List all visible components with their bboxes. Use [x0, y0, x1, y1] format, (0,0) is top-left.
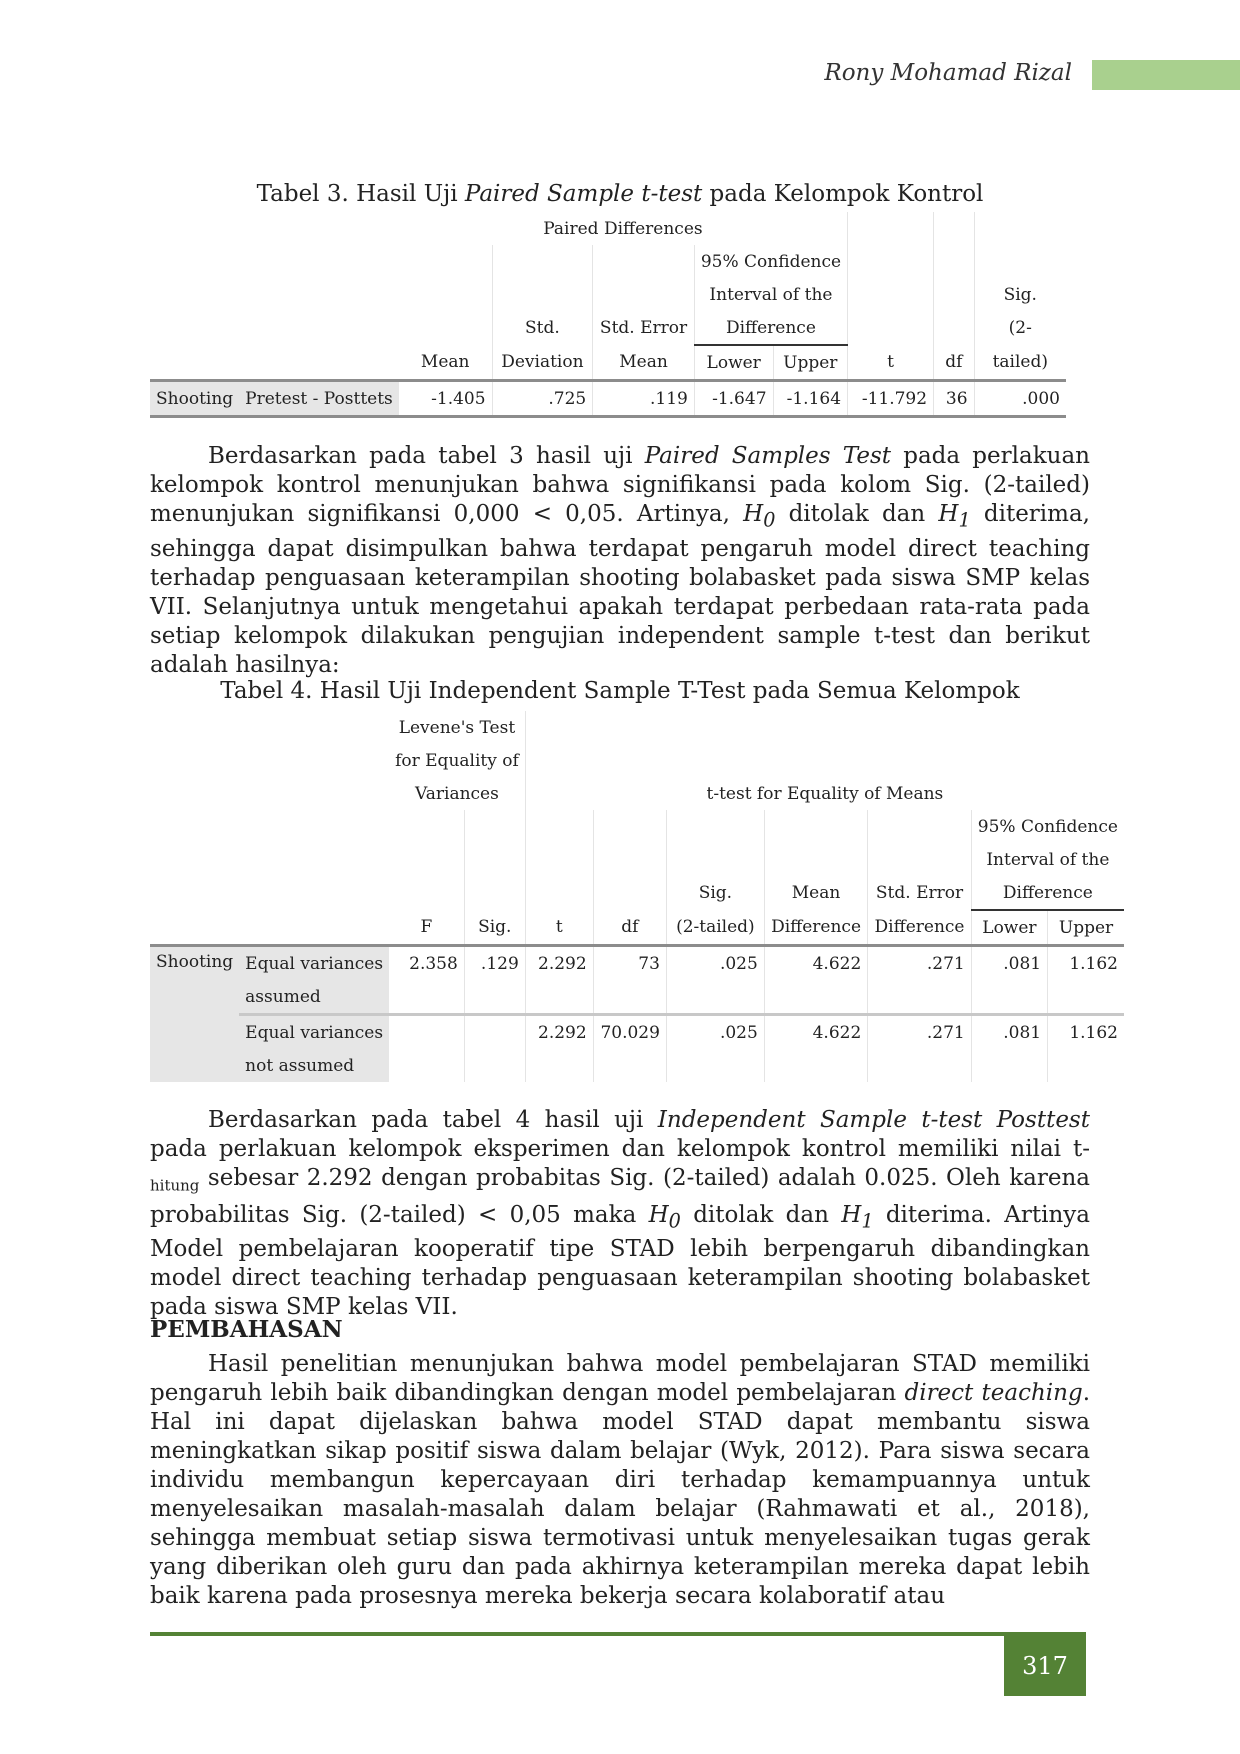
header-accent-bar [1092, 60, 1240, 90]
table3-group-header: Paired Differences [543, 218, 703, 239]
paragraph-1: Berdasarkan pada tabel 3 hasil uji Paired Samples Test pada perlakuan kelompok kontrol menunjukan bahwa signifikansi pada kolom Sig. (2-tailed) menunjukan signifikansi 0,000 < 0,05. Artinya, $H_0$ ditolak dan $H_1$ diterima, sehingga dapat disimpulkan bahwa terdapat pengaruh model direct teaching terhadap penguasaan keterampilan shooting bolabasket pada siswa SMP kelas VII. Selanjutnya untuk mengetahui apakah terdapat perbedaan rata-rata pada setiap kelompok dilakukan pengujian independent sample t-test dan berikut adalah hasilnya: [150, 443, 1090, 678]
paragraph-2: Berdasarkan pada tabel 4 hasil uji Independent Sample t-test Posttest pada perlakuan kelompok eksperimen dan kelompok kontrol memiliki nilai $t-_{hitung}$ sebesar 2.292 dengan probabitas Sig. (2-tailed) adalah 0.025. Oleh karena probabilitas Sig. (2-tailed) < 0,05 maka $H_0$ ditolak dan $H_1$ diterima. Artinya Model pembelajaran kooperatif tipe STAD lebih berpengaruh dibandingkan model direct teaching terhadap penguasaan keterampilan shooting bolabasket pada siswa SMP kelas VII. [150, 1107, 1090, 1321]
table4-ttest-header: t-test for Equality of Means [525, 777, 1124, 810]
page-number: 317 [1004, 1636, 1086, 1696]
table3-col-df: df [934, 345, 975, 381]
table4-col-upper: Upper [1048, 910, 1124, 946]
table4-col-mean-diff: Difference [764, 910, 867, 946]
table3-col-std-dev: Deviation [492, 345, 593, 381]
paragraph-3: Hasil penelitian menunjukan bahwa model pembelajaran STAD memiliki pengaruh lebih baik dibandingkan dengan model pembelajaran direct teaching. Hal ini dapat dijelaskan bahwa model STAD dapat membantu siswa meningkatkan sikap positif siswa dalam belajar (Wyk, 2012). Para siswa secara individu membangun kepercayaan diri terhadap kemampuannya untuk menyelesaikan masalah-masalah dalam belajar (Rahmawati et al., 2018), sehingga membuat setiap siswa termotivasi untuk menyelesaikan tugas gerak yang diberikan oleh guru dan pada akhirnya keterampilan mereka dapat lebih baik karena pada prosesnya mereka bekerja secara kolaboratif atau [150, 1351, 1090, 1609]
table4-levene-header: Levene's Test [398, 717, 516, 738]
table4-col-t: t [525, 910, 593, 946]
table3-col-lower: Lower [694, 345, 773, 381]
table4-col-sig: Sig. [464, 910, 525, 946]
footer-rule [150, 1632, 1086, 1636]
table3-col-t: t [848, 345, 934, 381]
table-row: Equal variances 2.292 70.029 .025 4.622 .271 .081 1.162 [150, 1015, 1124, 1050]
table3-col-mean: Mean [420, 352, 470, 372]
section-heading: PEMBAHASAN [150, 1316, 343, 1343]
table4-col-df: df [593, 910, 666, 946]
table4-col-f: F [420, 917, 433, 937]
header-author: Rony Mohamad Rizal [824, 60, 1072, 86]
table4-col-lower: Lower [971, 910, 1047, 946]
table4-caption: Tabel 4. Hasil Uji Independent Sample T-Test pada Semua Kelompok [220, 678, 1020, 704]
table4-col-sig2: (2-tailed) [666, 910, 764, 946]
table3-col-sig: tailed) [974, 345, 1066, 381]
table3-col-std-err: Mean [593, 345, 695, 381]
table3-caption: Tabel 3. Hasil Uji Paired Sample t-test pada Kelompok Kontrol [256, 181, 984, 207]
table-row: Shooting Equal variances 2.358 .129 2.292 73 .025 4.622 .271 .081 1.162 [150, 946, 1124, 981]
table-row: Shooting Pretest - Posttets -1.405 .725 .119 -1.647 -1.164 -11.792 36 .000 [150, 381, 1066, 417]
table4-col-std-err: Difference [868, 910, 971, 946]
table3: Paired Differences 95% Confidence Interval of the Sig. Std. Std. Error Difference (2- Mean Deviation Mean Lower Upper t df tailed) Shooting Pretest - Posttets -1.405 .725 .119 -1.647 -1.164 -11.792 36 .000 [150, 212, 1066, 418]
table3-col-upper: Upper [773, 345, 848, 381]
table4: Levene's Test for Equality of Variances t-test for Equality of Means 95% Confidence Interval of the Sig. Mean Std. Error Difference F Sig. t df (2-tailed) Difference Difference Lower Upper Shooting Equal variances 2.358 .129 2.292 73 .025 4.622 .271 .081 1.162 assumed Equal variances 2.292 70.029 .025 4.622 .271 .081 1.162 not assumed [150, 711, 1124, 1082]
